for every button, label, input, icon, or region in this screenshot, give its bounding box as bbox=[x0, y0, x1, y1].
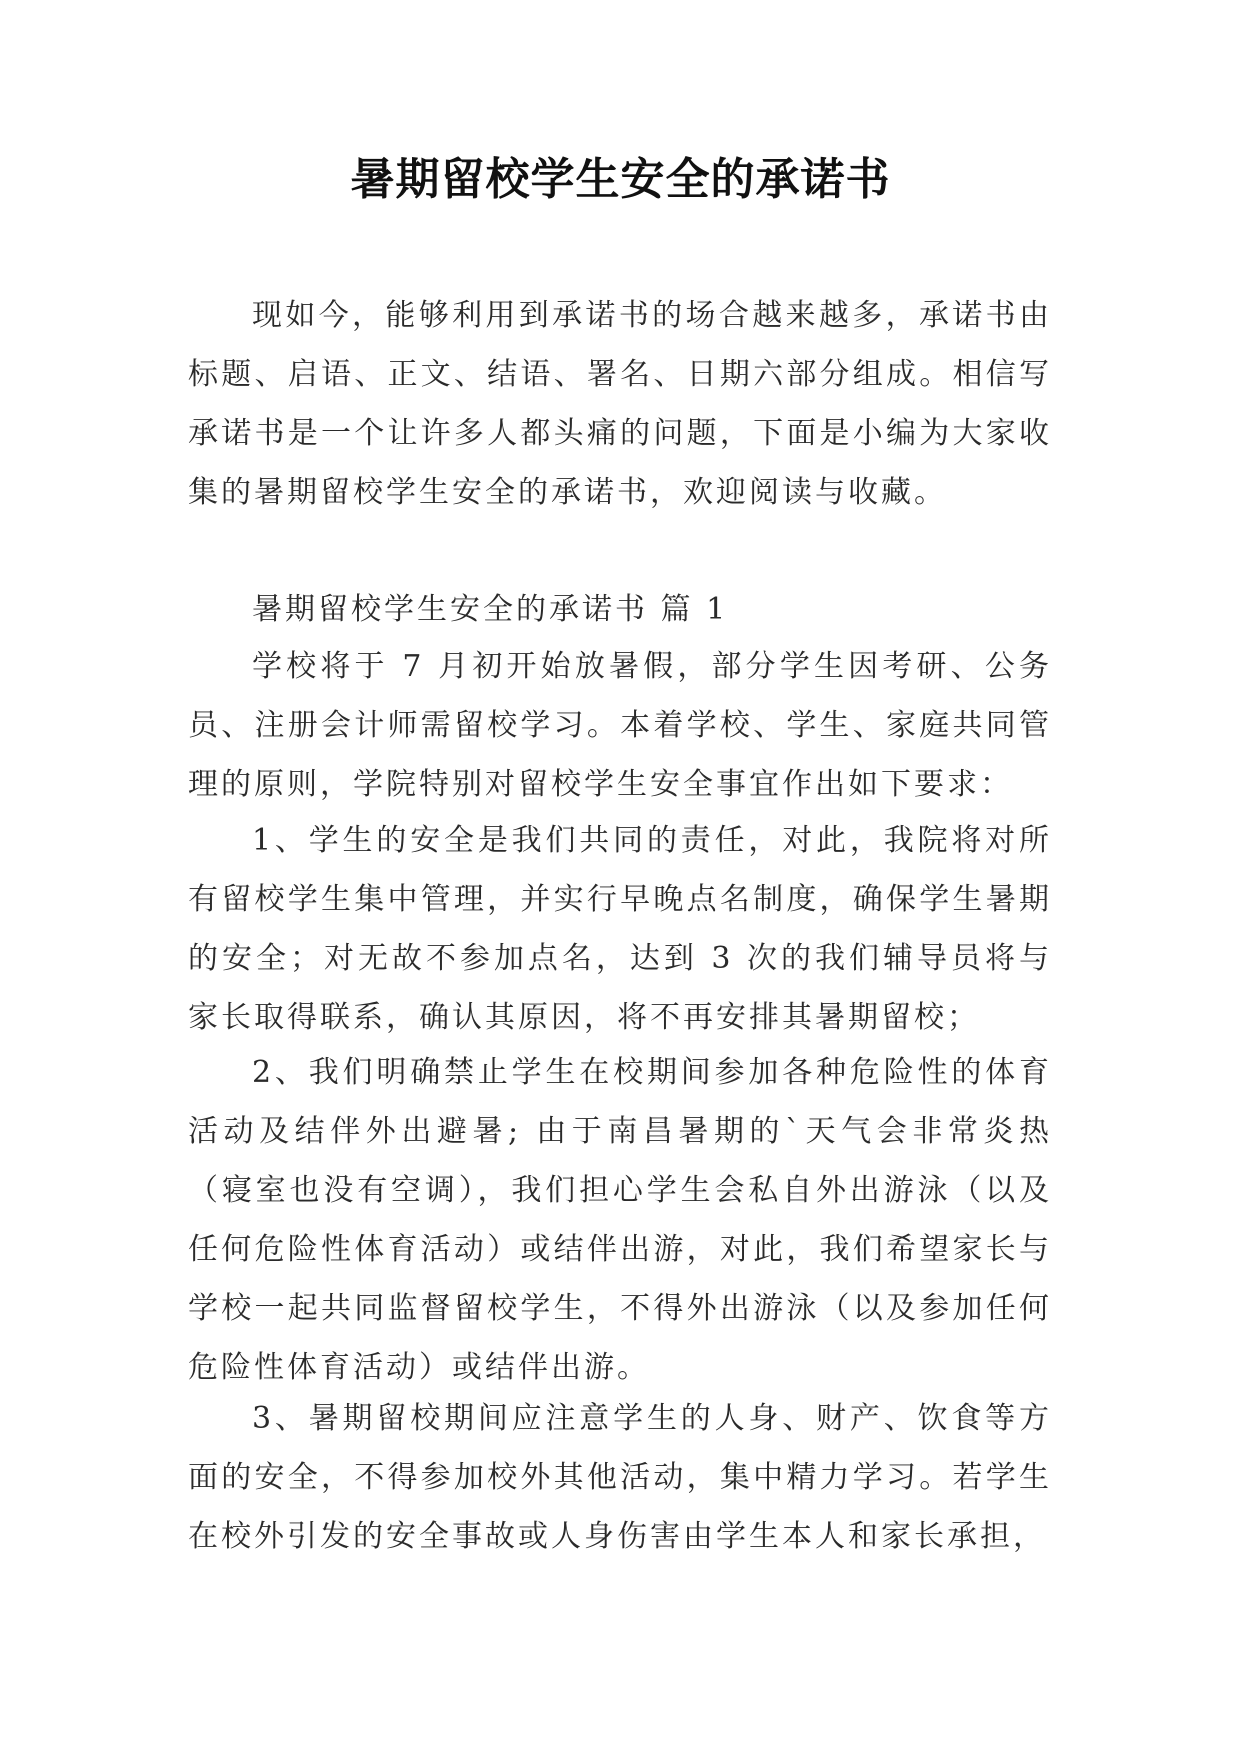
body-paragraph: 3、暑期留校期间应注意学生的人身、财产、饮食等方面的安全，不得参加校外其他活动，集中精力学习。若学生在校外引发的安全事故或人身伤害由学生本人和家长承担， bbox=[188, 1401, 1052, 1554]
body-paragraph: 2、我们明确禁止学生在校期间参加各种危险性的体育活动及结伴外出避暑; 由于南昌暑期的`天气会非常炎热（寝室也没有空调），我们担心学生会私自外出游泳（以及任何危险性体育活动）或结伴出游，对此，我们希望家长与学校一起共同监督留校学生，不得外出游泳（以及参加任何危险性体育活动）或结伴出游。 bbox=[188, 1055, 1052, 1385]
document-title: 暑期留校学生安全的承诺书 bbox=[350, 154, 891, 205]
body-paragraph: 1、学生的安全是我们共同的责任，对此，我院将对所有留校学生集中管理，并实行早晚点名制度，确保学生暑期的安全；对无故不参加点名，达到 3 次的我们辅导员将与家长取得联系，确认其原因，将不再安排其暑期留校； bbox=[188, 823, 1052, 1035]
intro-paragraph: 现如今，能够利用到承诺书的场合越来越多，承诺书由标题、启语、正文、结语、署名、日期六部分组成。相信写承诺书是一个让许多人都头痛的问题，下面是小编为大家收集的暑期留校学生安全的承诺书，欢迎阅读与收藏。 bbox=[188, 298, 1052, 510]
body-paragraph: 学校将于 7 月初开始放暑假，部分学生因考研、公务员、注册会计师需留校学习。本着学校、学生、家庭共同管理的原则，学院特别对留校学生安全事宜作出如下要求： bbox=[188, 649, 1052, 802]
section-heading: 暑期留校学生安全的承诺书 篇 1 bbox=[252, 592, 729, 627]
